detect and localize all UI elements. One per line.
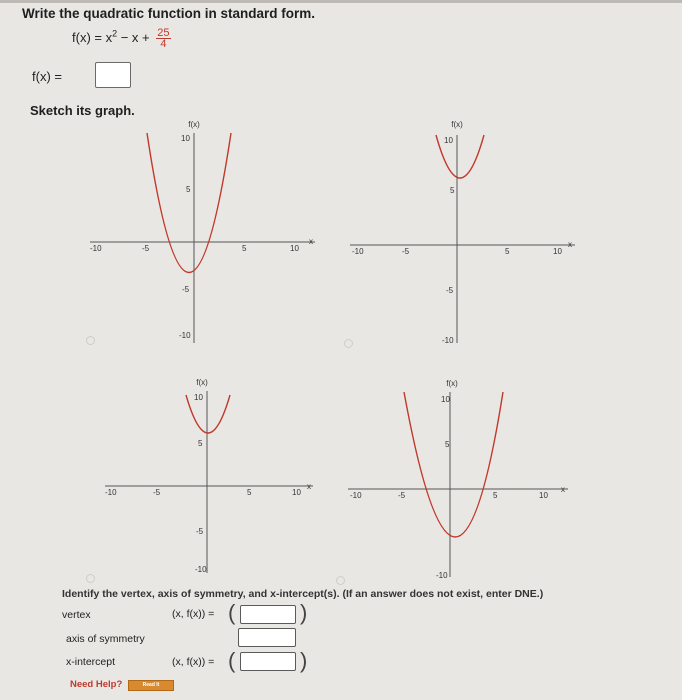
graph-b-tick-x2: -5 — [402, 247, 410, 256]
graph-c-tick-x2: -5 — [153, 488, 161, 497]
graph-d-tick-x2: -5 — [398, 491, 406, 500]
axis-symmetry-label: axis of symmetry — [66, 633, 145, 645]
graph-b-axes — [350, 135, 575, 343]
standard-form-input[interactable] — [95, 62, 131, 88]
graph-b[interactable] — [340, 113, 590, 348]
graph-d-tick-y3: -10 — [436, 571, 448, 580]
graph-d-tick-y1: 10 — [441, 395, 450, 404]
x-intercept-open-paren: ( — [228, 648, 236, 673]
answer-label: f(x) = — [32, 69, 62, 84]
fraction-numerator: 25 — [157, 27, 170, 39]
sketch-heading: Sketch its graph. — [30, 103, 135, 118]
graph-c-tick-x1: -10 — [105, 488, 117, 497]
graph-d-tick-y2: 5 — [445, 440, 450, 449]
x-intercept-close-paren: ) — [300, 648, 308, 673]
question-title: Write the quadratic function in standard form. — [22, 6, 316, 21]
graph-a-axes — [90, 133, 315, 343]
graph-d[interactable] — [340, 372, 580, 580]
x-intercept-input[interactable] — [240, 652, 296, 671]
graph-c-curve — [186, 395, 230, 433]
graph-c-tick-y4: -10 — [195, 565, 207, 574]
need-help-label: Need Help? — [70, 679, 123, 690]
graph-d-axes — [348, 392, 568, 577]
graph-c-y-label: f(x) — [196, 378, 208, 387]
graph-b-tick-y2: 5 — [450, 186, 455, 195]
graph-c-tick-x3: 5 — [247, 488, 252, 497]
graph-b-tick-x1: -10 — [352, 247, 364, 256]
graph-a-tick-y1: 10 — [181, 134, 190, 143]
graph-c-x-label: x — [307, 482, 311, 491]
graph-d-tick-x4: 10 — [539, 491, 548, 500]
graph-c-tick-x4: 10 — [292, 488, 301, 497]
graph-a-tick-y3: -5 — [182, 285, 190, 294]
graph-d-tick-x1: -10 — [350, 491, 362, 500]
graph-a-tick-y2: 5 — [186, 185, 191, 194]
graph-c-axes — [105, 391, 313, 573]
graph-a-tick-y4: -10 — [179, 331, 191, 340]
function-prefix: f(x) = x — [72, 29, 113, 45]
graph-b-tick-y4: -10 — [442, 336, 454, 345]
top-divider — [0, 0, 682, 3]
graph-b-tick-x4: 10 — [553, 247, 562, 256]
graph-d-y-label: f(x) — [446, 379, 458, 388]
graph-b-tick-x3: 5 — [505, 247, 510, 256]
graph-c-radio[interactable] — [86, 574, 95, 583]
graph-a[interactable] — [80, 115, 330, 345]
function-mid: − x + — [117, 29, 150, 45]
function-expression — [72, 28, 171, 49]
graph-a-tick-x2: -5 — [142, 244, 150, 253]
vertex-coord-label: (x, f(x)) = — [172, 608, 215, 620]
graph-d-x-label: x — [561, 485, 565, 494]
fraction — [156, 28, 170, 49]
graph-c-tick-y3: -5 — [196, 527, 204, 536]
vertex-close-paren: ) — [300, 600, 308, 625]
graph-a-curve — [147, 133, 231, 273]
graph-a-tick-x1: -10 — [90, 244, 102, 253]
x-intercept-label: x-intercept — [66, 656, 116, 668]
function-exponent: 2 — [112, 28, 118, 39]
graph-d-curve — [404, 392, 503, 537]
graph-a-tick-x4: 10 — [290, 244, 299, 253]
x-intercept-coord-label: (x, f(x)) = — [172, 656, 215, 668]
vertex-label: vertex — [62, 609, 91, 621]
graph-a-x-label: x — [309, 237, 313, 246]
graph-c[interactable] — [100, 373, 330, 578]
read-it-button[interactable]: Read It — [128, 680, 174, 691]
fraction-denominator: 4 — [160, 38, 167, 50]
graph-b-x-label: x — [568, 240, 572, 249]
axis-symmetry-input[interactable] — [238, 628, 296, 647]
graph-d-tick-x3: 5 — [493, 491, 498, 500]
graph-c-tick-y1: 10 — [194, 393, 203, 402]
vertex-input[interactable] — [240, 605, 296, 624]
graph-c-tick-y2: 5 — [198, 439, 203, 448]
graph-b-y-label: f(x) — [451, 120, 463, 129]
vertex-open-paren: ( — [228, 600, 236, 625]
identify-instruction: Identify the vertex, axis of symmetry, and x-intercept(s). (If an answer does not exist, enter DNE.) — [62, 588, 544, 600]
graph-b-tick-y3: -5 — [446, 286, 454, 295]
graph-a-tick-x3: 5 — [242, 244, 247, 253]
graph-b-tick-y1: 10 — [444, 136, 453, 145]
graph-a-y-label: f(x) — [188, 120, 200, 129]
